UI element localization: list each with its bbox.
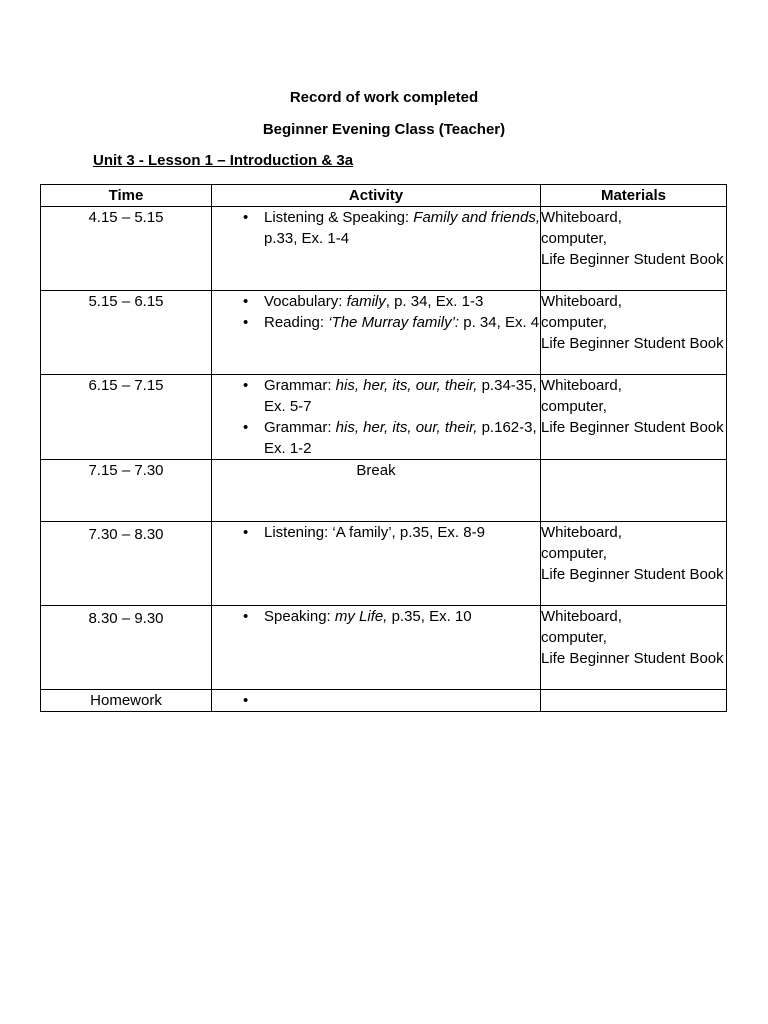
materials-cell [541, 606, 727, 690]
activity-item [212, 606, 540, 627]
materials-cell [541, 207, 727, 291]
material-line: Whiteboard, [541, 524, 622, 541]
time-cell: 5.15 – 6.15 [41, 291, 212, 375]
materials-cell [541, 460, 727, 522]
activity-item [212, 312, 540, 333]
activity-item [212, 375, 540, 417]
table-row [41, 460, 727, 522]
material-line: Whiteboard, [541, 377, 622, 394]
material-line: Life Beginner Student Book [541, 650, 724, 667]
activity-label: Speaking: [264, 608, 335, 625]
unit-heading: Unit 3 - Lesson 1 – Introduction & 3a [93, 152, 354, 169]
activity-italic: family [346, 293, 386, 310]
activity-rest: p.33, Ex. 1-4 [264, 230, 350, 247]
document-title: Record of work completed [289, 89, 479, 106]
table-row [41, 291, 727, 375]
activity-item [212, 291, 540, 312]
table-row [41, 375, 727, 460]
activity-label: Vocabulary: [264, 293, 347, 310]
activity-italic: ‘The Murray family’: [328, 314, 460, 331]
materials-cell [541, 375, 727, 460]
header-materials: Materials [541, 185, 727, 207]
materials-cell [541, 291, 727, 375]
table-header-row [41, 185, 727, 207]
time-cell: 7.15 – 7.30 [41, 460, 212, 522]
time-cell: 4.15 – 5.15 [41, 207, 212, 291]
material-line: computer, [541, 545, 607, 562]
activity-italic: my Life, [334, 608, 388, 625]
material-line: Life Beginner Student Book [541, 335, 724, 352]
table-row [41, 207, 727, 291]
table-row [41, 522, 727, 606]
material-line: computer, [541, 629, 607, 646]
time-cell: Homework [41, 690, 212, 712]
activity-cell [212, 375, 541, 460]
activity-item [212, 417, 540, 459]
activity-italic: Family and friends, [413, 209, 540, 226]
material-line: Whiteboard, [541, 608, 622, 625]
activity-item [212, 522, 540, 543]
document-subtitle: Beginner Evening Class (Teacher) [262, 121, 506, 138]
material-line: Whiteboard, [541, 293, 622, 310]
activity-cell [212, 207, 541, 291]
material-line: computer, [541, 314, 607, 331]
activity-label: Reading: [264, 314, 329, 331]
activity-label: Grammar: [264, 419, 336, 436]
activity-label: Listening & Speaking: [264, 209, 414, 226]
material-line: Whiteboard, [541, 209, 622, 226]
activity-item [212, 207, 540, 249]
activity-label: Listening: ‘A family’, p.35, Ex. 8-9 [264, 524, 485, 541]
activity-rest: , p. 34, Ex. 1-3 [385, 293, 484, 310]
lesson-record-table [40, 184, 727, 712]
material-line: Life Beginner Student Book [541, 251, 724, 268]
table-row [41, 606, 727, 690]
activity-italic: his, her, its, our, their, [335, 377, 478, 394]
activity-cell [212, 522, 541, 606]
break-cell: Break [212, 460, 541, 522]
time-cell: 8.30 – 9.30 [41, 606, 212, 690]
material-line: computer, [541, 398, 607, 415]
activity-italic: his, her, its, our, their, [335, 419, 478, 436]
activity-cell [212, 690, 541, 712]
materials-cell [541, 522, 727, 606]
time-cell: 7.30 – 8.30 [41, 522, 212, 606]
activity-cell [212, 606, 541, 690]
material-line: Life Beginner Student Book [541, 419, 724, 436]
activity-label: Grammar: [264, 377, 336, 394]
activity-rest: p. 34, Ex. 4 [459, 314, 540, 331]
activity-rest: p.34-35, Ex. 5-7 [264, 377, 537, 415]
activity-rest: p.35, Ex. 10 [387, 608, 472, 625]
material-line: computer, [541, 230, 607, 247]
header-time: Time [41, 185, 212, 207]
activity-item [212, 690, 540, 711]
table-row [41, 690, 727, 712]
time-cell: 6.15 – 7.15 [41, 375, 212, 460]
activity-cell [212, 291, 541, 375]
header-activity: Activity [212, 185, 541, 207]
materials-cell [541, 690, 727, 712]
activity-rest: p.162-3, Ex. 1-2 [264, 419, 537, 457]
material-line: Life Beginner Student Book [541, 566, 724, 583]
